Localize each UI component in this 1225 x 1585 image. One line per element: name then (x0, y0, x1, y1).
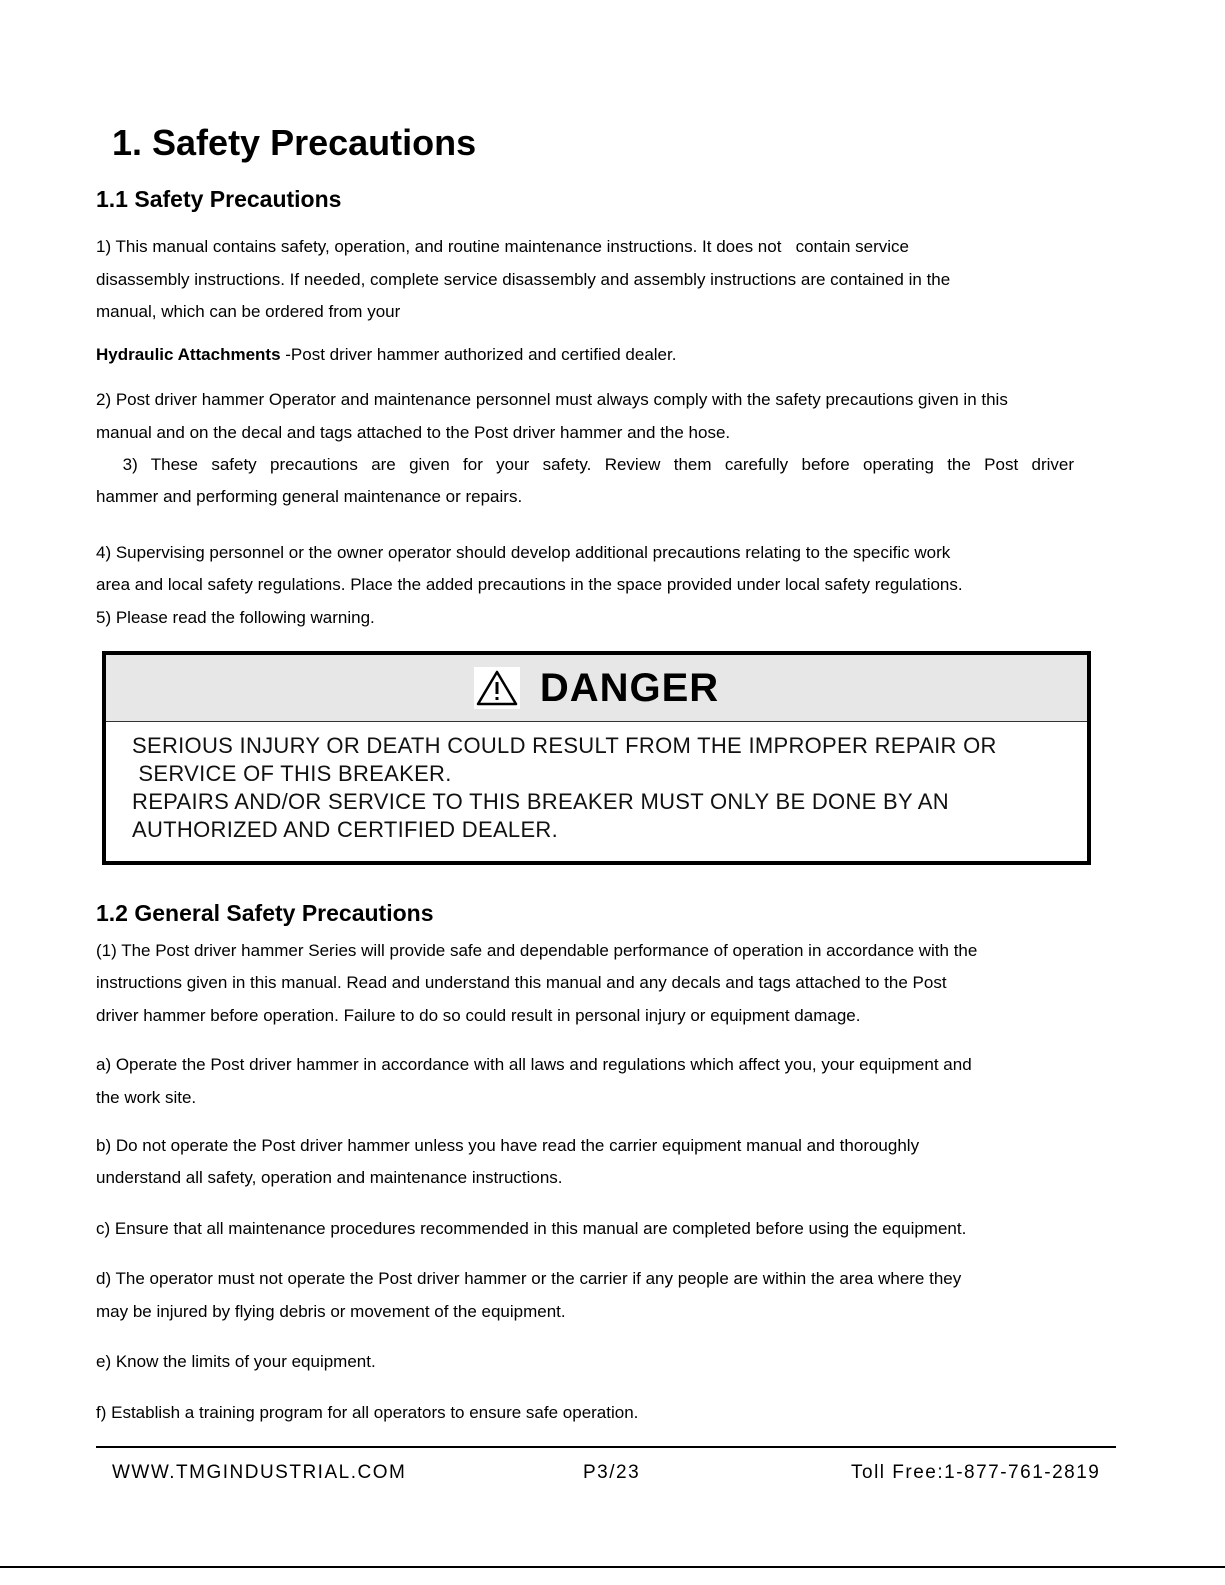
paragraph-line: 4) Supervising personnel or the owner operator should develop additional precautions relating to the specific work (96, 543, 951, 562)
dealer-line (96, 345, 676, 365)
danger-title: DANGER (539, 665, 720, 710)
danger-line: SERVICE OF THIS BREAKER. (132, 761, 452, 786)
danger-line: REPAIRS AND/OR SERVICE TO THIS BREAKER MUST ONLY BE DONE BY AN (132, 789, 949, 814)
paragraph-line: 2) Post driver hammer Operator and maintenance personnel must always comply with the safety precautions given in this (96, 390, 1008, 409)
paragraph-line: driver hammer before operation. Failure to do so could result in personal injury or equipment damage. (96, 1006, 861, 1025)
list-item-d: d) The operator must not operate the Post driver hammer or the carrier if any people are within the area where they (96, 1269, 962, 1288)
footer-divider (96, 1446, 1116, 1448)
list-item-e: e) Know the limits of your equipment. (96, 1352, 376, 1371)
footer-website: WWW.TMGINDUSTRIAL.COM (112, 1462, 407, 1483)
paragraph-line: manual, which can be ordered from your (96, 302, 401, 321)
list-item-a-cont: the work site. (96, 1088, 197, 1107)
list-item-d-cont: may be injured by flying debris or movement of the equipment. (96, 1302, 566, 1321)
dealer-text: -Post driver hammer authorized and certified dealer. (280, 345, 677, 364)
paragraph-line: manual and on the decal and tags attached to the Post driver hammer and the hose. (96, 423, 731, 442)
section-1-2-title: 1.2 General Safety Precautions (96, 900, 434, 926)
paragraph-line: disassembly instructions. If needed, complete service disassembly and assembly instructions are contained in the (96, 270, 951, 289)
danger-header (106, 655, 1087, 722)
danger-warning-box (102, 651, 1091, 865)
list-item-a: a) Operate the Post driver hammer in accordance with all laws and regulations which affect you, your equipment and (96, 1055, 972, 1074)
paragraph-line: 3) These safety precautions are given for your safety. Review them carefully before operating the Post driver (96, 455, 1074, 474)
paragraph-line: 5) Please read the following warning. (96, 608, 375, 627)
section-1-1-title: 1.1 Safety Precautions (96, 186, 342, 212)
warning-triangle-icon (474, 667, 520, 709)
paragraph-line: (1) The Post driver hammer Series will provide safe and dependable performance of operation in accordance with the (96, 941, 978, 960)
paragraph-line: 1) This manual contains safety, operation, and routine maintenance instructions. It does not contain service (96, 237, 909, 256)
footer-page-number: P3/23 (583, 1462, 641, 1483)
list-item-c: c) Ensure that all maintenance procedures recommended in this manual are completed before using the equipment. (96, 1219, 967, 1238)
bold-phrase: Hydraulic Attachments (96, 345, 281, 364)
list-item-b-cont: understand all safety, operation and maintenance instructions. (96, 1168, 563, 1187)
paragraph-line: hammer and performing general maintenance or repairs. (96, 487, 523, 506)
page-bottom-edge (0, 1566, 1225, 1568)
page-title: 1. Safety Precautions (112, 122, 477, 163)
footer-phone: Toll Free:1-877-761-2819 (851, 1462, 1101, 1483)
list-item-f: f) Establish a training program for all operators to ensure safe operation. (96, 1403, 639, 1422)
list-item-b: b) Do not operate the Post driver hammer unless you have read the carrier equipment manual and thoroughly (96, 1136, 920, 1155)
danger-body (106, 722, 1087, 844)
paragraph-line: instructions given in this manual. Read and understand this manual and any decals and tags attached to the Post (96, 973, 947, 992)
danger-line: SERIOUS INJURY OR DEATH COULD RESULT FROM THE IMPROPER REPAIR OR (132, 733, 997, 758)
paragraph-line: area and local safety regulations. Place the added precautions in the space provided under local safety regulations. (96, 575, 963, 594)
danger-line: AUTHORIZED AND CERTIFIED DEALER. (132, 817, 559, 842)
